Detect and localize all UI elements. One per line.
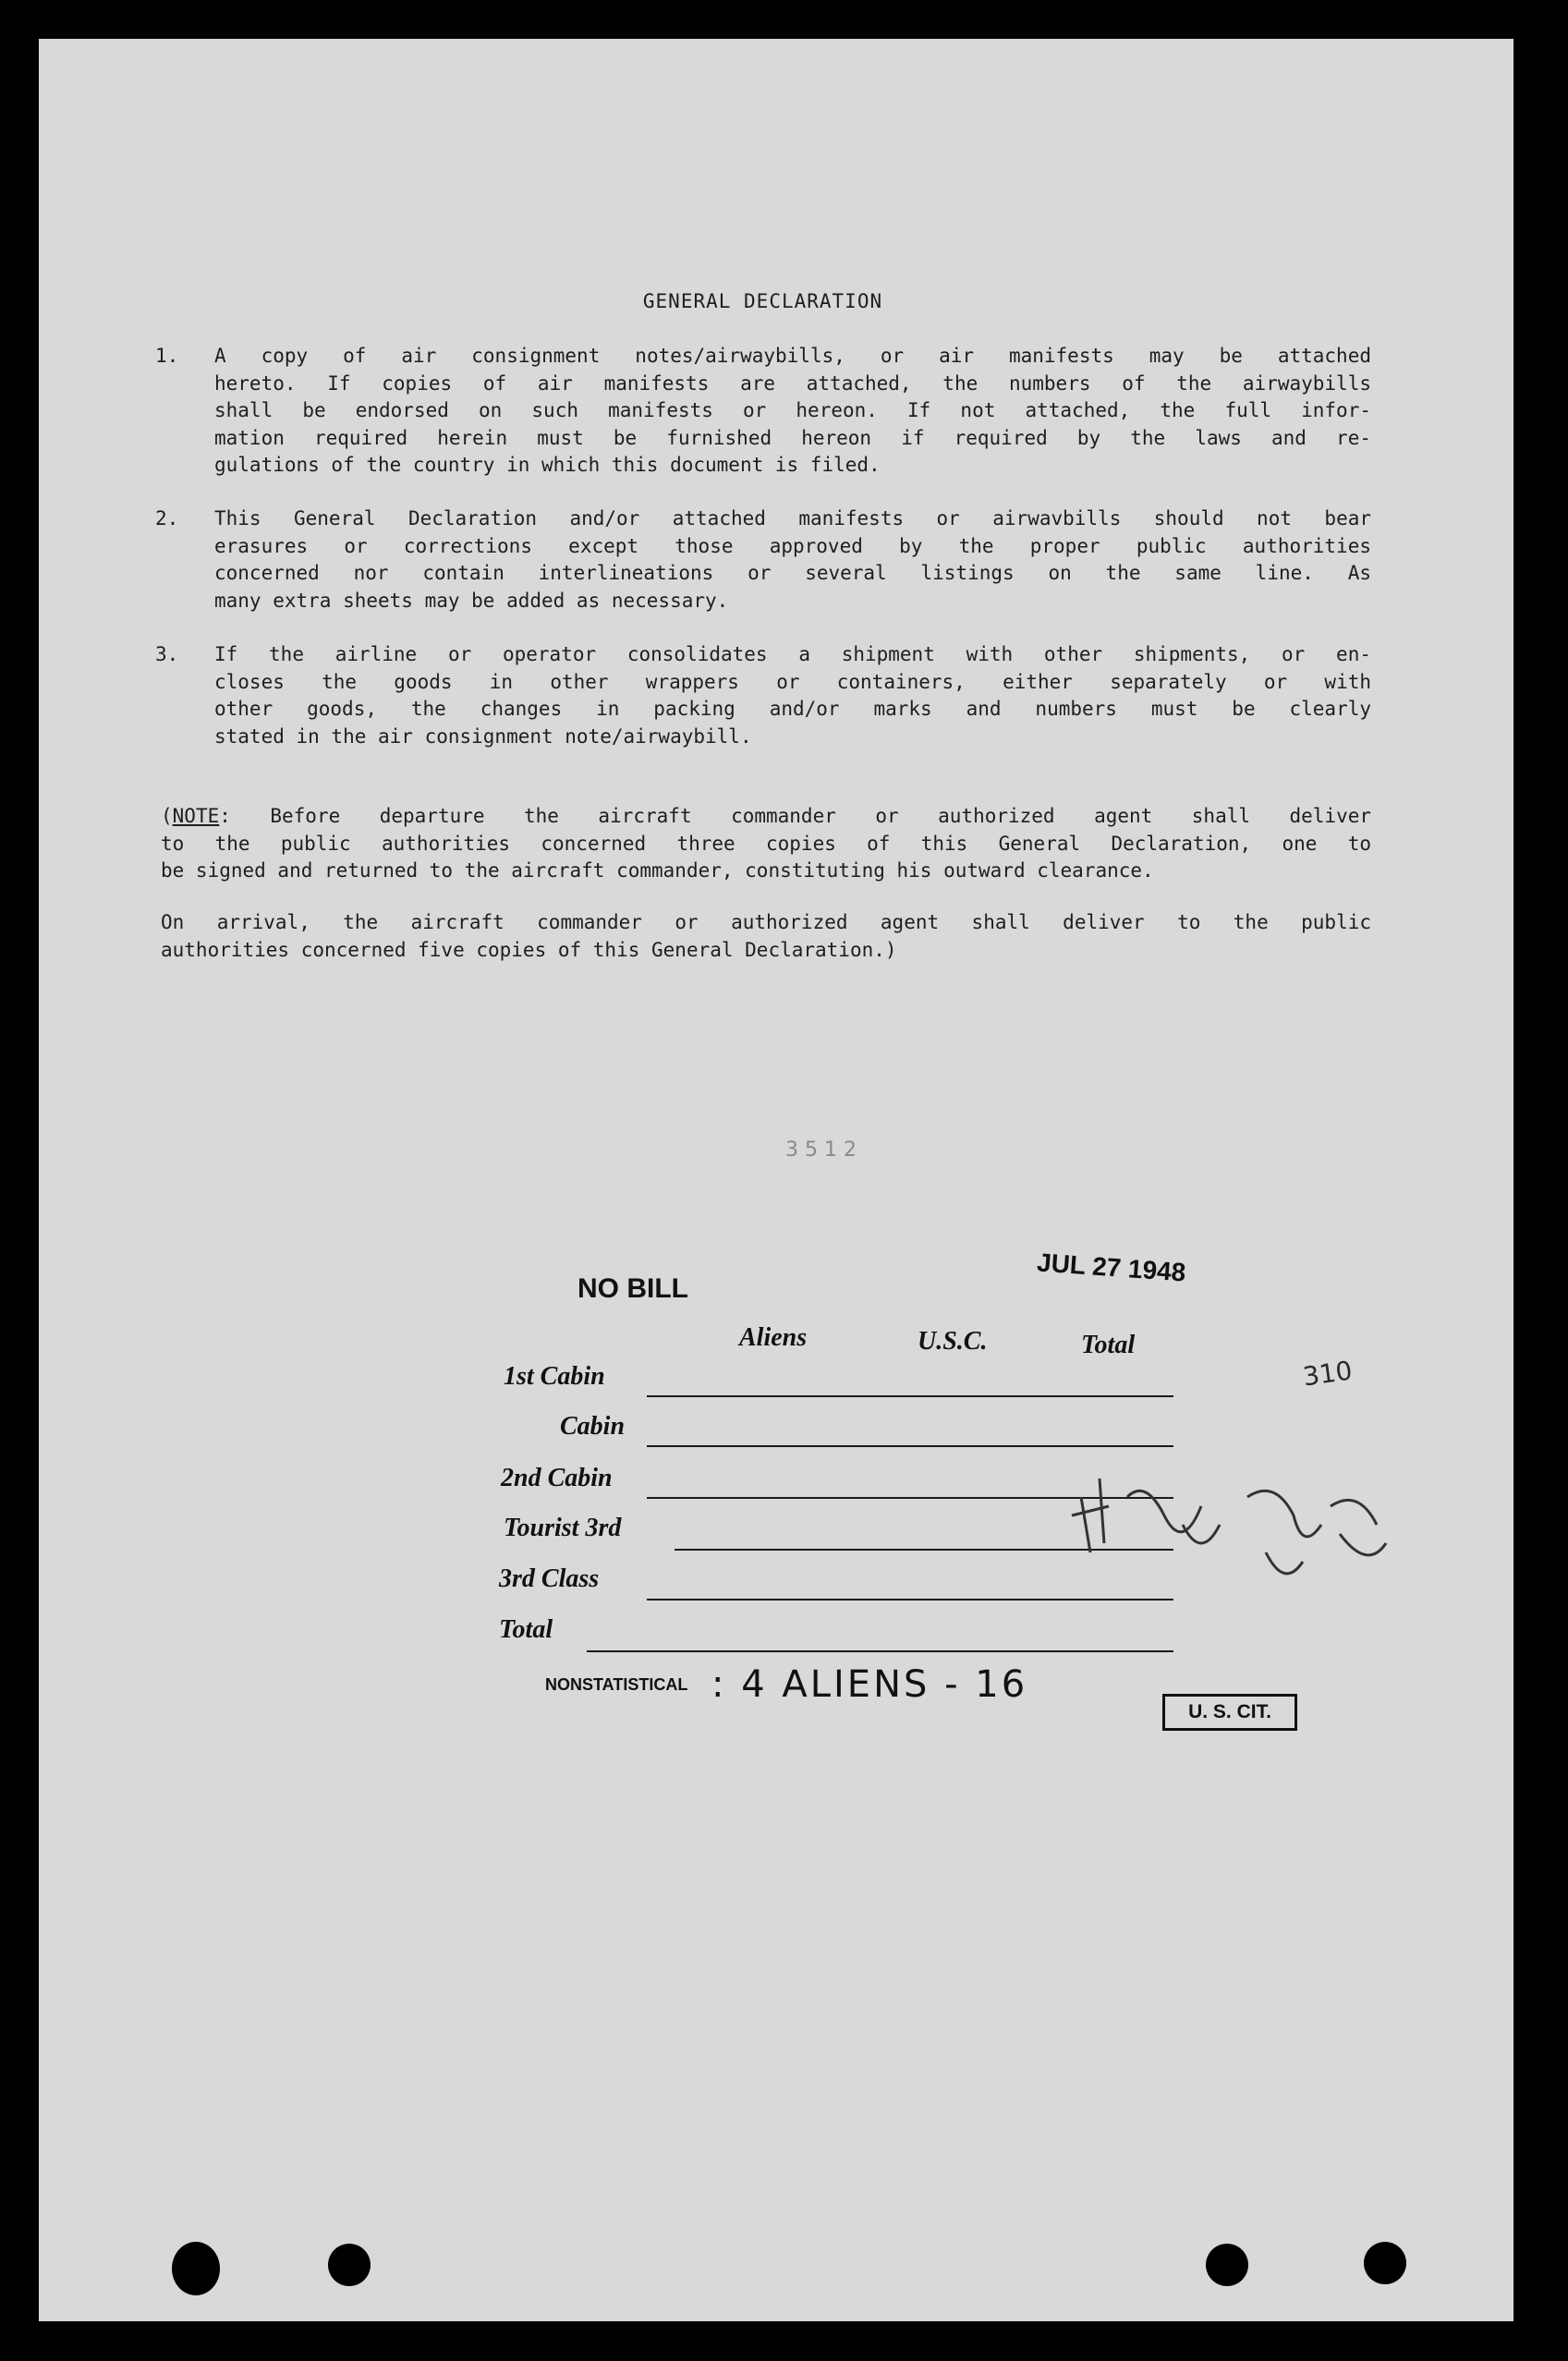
paragraph-number: 1.	[155, 345, 179, 367]
punch-hole	[328, 2244, 371, 2286]
note-first-line: : Before departure the aircraft commander or authorized agent shall deliver	[219, 805, 1371, 827]
handwritten-scribble	[1063, 1442, 1414, 1626]
paragraph-line: closes the goods in other wrappers or containers, either separately or with	[214, 670, 1371, 693]
note-label: NOTE	[172, 805, 220, 827]
paragraph-3	[155, 641, 1371, 752]
date-stamp: JUL 27 1948	[1036, 1247, 1187, 1287]
note-line: be signed and returned to the aircraft commander, constituting his outward clearance.	[161, 859, 1154, 882]
punch-hole	[172, 2242, 220, 2295]
note-line: (NOTE: Before departure the aircraft commander or authorized agent shall deliver	[161, 805, 1371, 827]
paragraph-number: 3.	[155, 643, 179, 665]
nonstatistical-stamp: NONSTATISTICAL	[545, 1675, 688, 1694]
punch-hole	[1364, 2242, 1406, 2284]
paragraph-line: mation required herein must be furnished hereon if required by the laws and re-	[214, 426, 1371, 449]
paragraph-line: If the airline or operator consolidates a shipment with other shipments, or en-	[214, 643, 1371, 665]
handwritten-margin-number: 310	[1300, 1355, 1355, 1393]
us-cit-box: U. S. CIT.	[1162, 1694, 1297, 1731]
paragraph-line: other goods, the changes in packing and/or marks and numbers must be clearly	[214, 698, 1371, 720]
paragraph-1	[155, 343, 1371, 481]
arrival-line: authorities concerned five copies of this General Declaration.)	[161, 938, 897, 961]
note-block	[161, 803, 1371, 885]
paragraph-line: This General Declaration and/or attached manifests or airwavbills should not bear	[214, 507, 1371, 529]
arrival-block	[161, 909, 1371, 964]
paragraph-line: A copy of air consignment notes/airwaybills, or air manifests may be attached	[214, 345, 1371, 367]
paragraph-number: 2.	[155, 507, 179, 529]
row-total: Total	[499, 1615, 553, 1644]
row-3rd-class: 3rd Class	[499, 1564, 600, 1593]
arrival-line: On arrival, the aircraft commander or authorized agent shall deliver to the public	[161, 911, 1371, 933]
paragraph-2	[155, 505, 1371, 616]
paragraph-line: gulations of the country in which this document is filed.	[214, 454, 881, 476]
paragraph-line: concerned nor contain interlineations or several listings on the same line. As	[214, 562, 1371, 584]
punch-hole	[1206, 2244, 1248, 2286]
row-tourist-3rd: Tourist 3rd	[504, 1514, 622, 1542]
note-line: to the public authorities concerned three copies of this General Declaration, one to	[161, 832, 1371, 855]
paragraph-line: shall be endorsed on such manifests or hereon. If not attached, the full infor-	[214, 399, 1371, 421]
row-line	[647, 1395, 1173, 1397]
no-bill-stamp: NO BILL	[577, 1273, 688, 1304]
row-2nd-cabin: 2nd Cabin	[501, 1464, 613, 1492]
row-line	[587, 1650, 1173, 1652]
paragraph-line: stated in the air consignment note/airwaybill.	[214, 724, 752, 748]
document-title: GENERAL DECLARATION	[642, 290, 883, 312]
column-total: Total	[1081, 1331, 1136, 1359]
paragraph-line: erasures or corrections except those approved by the proper public authorities	[214, 534, 1371, 557]
paragraph-line: hereto. If copies of air manifests are attached, the numbers of the airwaybills	[214, 371, 1371, 395]
paragraph-line: many extra sheets may be added as necessary.	[214, 589, 729, 612]
row-1st-cabin: 1st Cabin	[504, 1362, 605, 1391]
row-cabin: Cabin	[560, 1412, 626, 1441]
handwritten-number: 3 5 1 2	[785, 1138, 857, 1162]
column-aliens: Aliens	[739, 1323, 808, 1352]
column-usc: U.S.C.	[918, 1327, 988, 1356]
handwritten-aliens-count: : 4 ALIENS - 16	[711, 1663, 1028, 1706]
